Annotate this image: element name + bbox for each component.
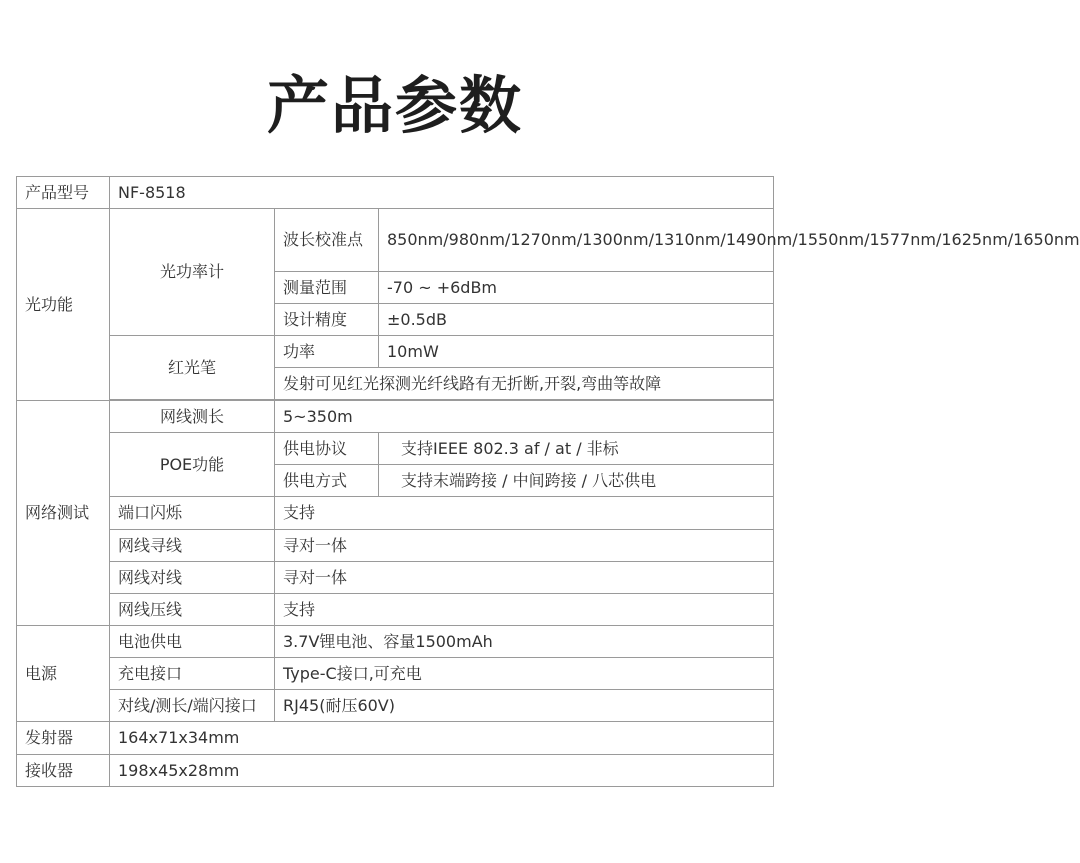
model-label: 产品型号 [17, 177, 110, 209]
table-row [17, 658, 774, 690]
page-title: 产品参数 [266, 69, 523, 142]
receiver-label: 接收器 [17, 755, 110, 787]
table-row [17, 530, 774, 562]
table-row [17, 594, 774, 626]
cable-crimp-label: 网线压线 [110, 594, 275, 626]
poe-protocol-value: 支持IEEE 802.3 af / at / 非标 [379, 433, 774, 465]
poe-protocol-label: 供电协议 [275, 433, 379, 465]
network-label: 网络测试 [17, 401, 110, 626]
transmitter-value: 164x71x34mm [110, 722, 774, 755]
range-label: 测量范围 [275, 272, 379, 304]
test-port-label: 对线/测长/端闪接口 [110, 690, 275, 722]
table-row [17, 722, 774, 755]
cable-trace-value: 寻对一体 [275, 530, 774, 562]
wavelength-label: 波长校准点 [275, 209, 379, 272]
power-label: 电源 [17, 626, 110, 722]
table-row [17, 755, 774, 787]
cable-trace-label: 网线寻线 [110, 530, 275, 562]
cable-pair-value: 寻对一体 [275, 562, 774, 594]
red-pen-description: 发射可见红光探测光纤线路有无折断,开裂,弯曲等故障 [275, 368, 774, 400]
optical-label: 光功能 [17, 209, 110, 401]
cable-pair-label: 网线对线 [110, 562, 275, 594]
table-row [17, 209, 774, 272]
poe-mode-label: 供电方式 [275, 465, 379, 497]
table-row [17, 626, 774, 658]
range-value: -70 ~ +6dBm [379, 272, 774, 304]
table-row [17, 177, 774, 209]
power-meter-label: 光功率计 [110, 209, 275, 336]
cable-length-label: 网线测长 [110, 401, 275, 433]
cable-length-value: 5~350m [275, 401, 774, 433]
transmitter-label: 发射器 [17, 722, 110, 755]
accuracy-label: 设计精度 [275, 304, 379, 336]
spec-table [16, 176, 1080, 787]
table-row [17, 401, 774, 433]
red-pen-label: 红光笔 [110, 336, 275, 400]
battery-value: 3.7V锂电池、容量1500mAh [275, 626, 774, 658]
charge-port-label: 充电接口 [110, 658, 275, 690]
model-value: NF-8518 [110, 177, 774, 209]
accuracy-value: ±0.5dB [379, 304, 774, 336]
receiver-value: 198x45x28mm [110, 755, 774, 787]
port-flash-label: 端口闪烁 [110, 497, 275, 530]
port-flash-value: 支持 [275, 497, 774, 530]
test-port-value: RJ45(耐压60V) [275, 690, 774, 722]
cable-crimp-value: 支持 [275, 594, 774, 626]
poe-mode-value: 支持末端跨接 / 中间跨接 / 八芯供电 [379, 465, 774, 497]
table-row [17, 497, 774, 530]
wavelength-value: 850nm/980nm/1270nm/1300nm/1310nm/1490nm/1550nm/1577nm/1625nm/1650nm [379, 209, 774, 272]
table-row [17, 690, 774, 722]
table-row [17, 336, 774, 368]
poe-label: POE功能 [110, 433, 275, 497]
red-pen-power-label: 功率 [275, 336, 379, 368]
battery-label: 电池供电 [110, 626, 275, 658]
red-pen-power-value: 10mW [379, 336, 774, 368]
charge-port-value: Type-C接口,可充电 [275, 658, 774, 690]
table-row [17, 433, 774, 465]
table-row [17, 562, 774, 594]
